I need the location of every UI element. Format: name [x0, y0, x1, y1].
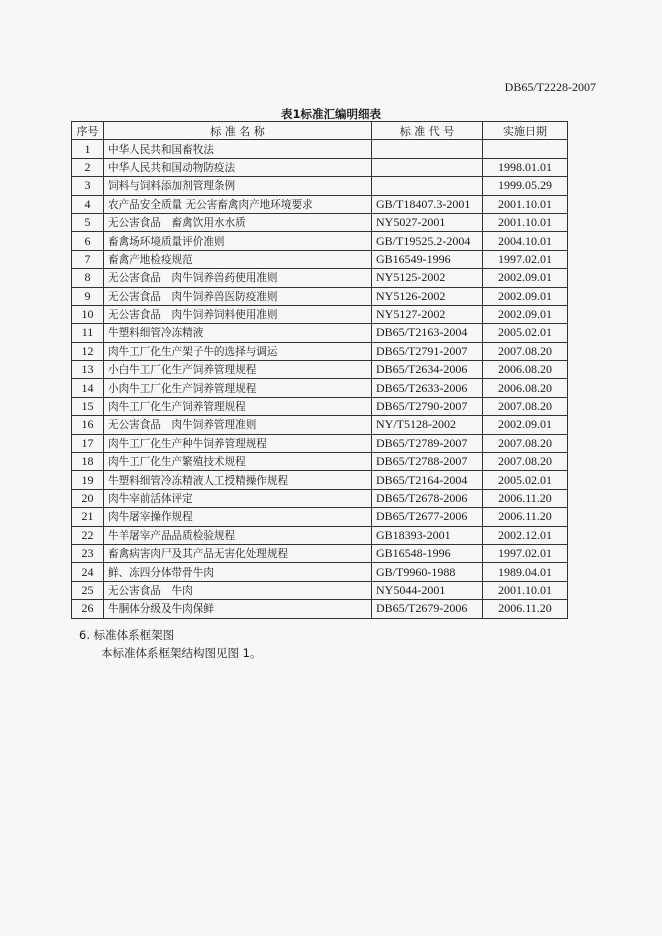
cell-name: 小肉牛工厂化生产饲养管理规程	[104, 379, 372, 397]
cell-no: 4	[72, 195, 104, 213]
cell-date: 2006.08.20	[483, 361, 568, 379]
standards-table	[71, 121, 568, 619]
cell-date: 2004.10.01	[483, 232, 568, 250]
table-row	[72, 177, 568, 195]
cell-date: 2001.10.01	[483, 581, 568, 599]
cell-no: 11	[72, 324, 104, 342]
cell-name: 中华人民共和国动物防疫法	[104, 158, 372, 176]
header-no: 序号	[72, 122, 104, 140]
cell-name: 肉牛工厂化生产架子牛的选择与调运	[104, 342, 372, 360]
cell-date: 2007.08.20	[483, 434, 568, 452]
table-row	[72, 600, 568, 618]
cell-name: 肉牛工厂化生产种牛饲养管理规程	[104, 434, 372, 452]
table-row	[72, 158, 568, 176]
cell-date	[483, 140, 568, 158]
cell-code: DB65/T2791-2007	[372, 342, 483, 360]
table-row	[72, 434, 568, 452]
table-row	[72, 361, 568, 379]
table-row	[72, 489, 568, 507]
table-row	[72, 581, 568, 599]
cell-no: 25	[72, 581, 104, 599]
cell-name: 无公害食品 肉牛饲养兽药使用准则	[104, 269, 372, 287]
table-row	[72, 416, 568, 434]
cell-code: GB16549-1996	[372, 250, 483, 268]
cell-no: 12	[72, 342, 104, 360]
cell-no: 19	[72, 471, 104, 489]
cell-date: 1997.02.01	[483, 544, 568, 562]
cell-no: 1	[72, 140, 104, 158]
cell-code: DB65/T2788-2007	[372, 453, 483, 471]
table-row	[72, 305, 568, 323]
cell-no: 8	[72, 269, 104, 287]
cell-date: 2006.11.20	[483, 508, 568, 526]
table-row	[72, 232, 568, 250]
cell-no: 5	[72, 213, 104, 231]
cell-name: 无公害食品 畜禽饮用水水质	[104, 213, 372, 231]
cell-date: 2007.08.20	[483, 342, 568, 360]
cell-name: 畜禽病害肉尸及其产品无害化处理规程	[104, 544, 372, 562]
cell-code: DB65/T2679-2006	[372, 600, 483, 618]
cell-date: 2005.02.01	[483, 324, 568, 342]
table-row	[72, 526, 568, 544]
cell-date: 2007.08.20	[483, 453, 568, 471]
cell-no: 9	[72, 287, 104, 305]
cell-date: 2002.12.01	[483, 526, 568, 544]
cell-no: 14	[72, 379, 104, 397]
cell-date: 2007.08.20	[483, 397, 568, 415]
cell-code: GB/T9960-1988	[372, 563, 483, 581]
cell-code: GB18393-2001	[372, 526, 483, 544]
cell-date: 2006.08.20	[483, 379, 568, 397]
table-row	[72, 544, 568, 562]
table-row	[72, 471, 568, 489]
cell-no: 22	[72, 526, 104, 544]
cell-date: 2002.09.01	[483, 287, 568, 305]
cell-code: GB/T19525.2-2004	[372, 232, 483, 250]
section-heading: 6. 标准体系框架图	[79, 628, 175, 642]
table-caption: 表1标准汇编明细表	[280, 107, 381, 121]
cell-date: 2002.09.01	[483, 416, 568, 434]
cell-name: 牛塑料细管冷冻精液人工授精操作规程	[104, 471, 372, 489]
cell-code: DB65/T2633-2006	[372, 379, 483, 397]
header-name: 标 准 名 称	[104, 122, 372, 140]
table-row	[72, 563, 568, 581]
cell-no: 17	[72, 434, 104, 452]
cell-date: 2002.09.01	[483, 269, 568, 287]
cell-name: 牛塑料细管冷冻精液	[104, 324, 372, 342]
cell-name: 无公害食品 肉牛饲养兽医防疫准则	[104, 287, 372, 305]
cell-name: 无公害食品 肉牛饲养饲料使用准则	[104, 305, 372, 323]
cell-no: 18	[72, 453, 104, 471]
cell-date: 1989.04.01	[483, 563, 568, 581]
cell-code: DB65/T2678-2006	[372, 489, 483, 507]
cell-name: 肉牛工厂化生产繁殖技术规程	[104, 453, 372, 471]
cell-date: 1998.01.01	[483, 158, 568, 176]
table-header	[72, 122, 568, 140]
cell-code: DB65/T2634-2006	[372, 361, 483, 379]
table-row	[72, 195, 568, 213]
cell-code: DB65/T2789-2007	[372, 434, 483, 452]
cell-no: 13	[72, 361, 104, 379]
cell-no: 16	[72, 416, 104, 434]
section-body: 本标准体系框架结构图见图 1。	[101, 646, 262, 660]
cell-code	[372, 177, 483, 195]
table-row	[72, 508, 568, 526]
document-id: DB65/T2228-2007	[504, 80, 596, 94]
header-date: 实施日期	[483, 122, 568, 140]
cell-no: 10	[72, 305, 104, 323]
cell-no: 23	[72, 544, 104, 562]
cell-date: 2006.11.20	[483, 600, 568, 618]
table-row	[72, 397, 568, 415]
cell-name: 牛羊屠宰产品品质检验规程	[104, 526, 372, 544]
table-row	[72, 342, 568, 360]
table-row	[72, 379, 568, 397]
cell-name: 畜禽产地检疫规范	[104, 250, 372, 268]
cell-code: NY5127-2002	[372, 305, 483, 323]
cell-name: 饲料与饲料添加剂管理条例	[104, 177, 372, 195]
cell-name: 无公害食品 牛肉	[104, 581, 372, 599]
table-row	[72, 287, 568, 305]
table-body	[72, 140, 568, 618]
cell-code: DB65/T2163-2004	[372, 324, 483, 342]
cell-name: 农产品安全质量 无公害畜禽肉产地环境要求	[104, 195, 372, 213]
cell-no: 21	[72, 508, 104, 526]
cell-name: 牛胴体分级及牛肉保鲜	[104, 600, 372, 618]
cell-date: 2002.09.01	[483, 305, 568, 323]
cell-no: 20	[72, 489, 104, 507]
table-row	[72, 269, 568, 287]
table-row	[72, 250, 568, 268]
table-row	[72, 453, 568, 471]
cell-name: 小白牛工厂化生产饲养管理规程	[104, 361, 372, 379]
cell-date: 2001.10.01	[483, 213, 568, 231]
cell-no: 2	[72, 158, 104, 176]
cell-name: 肉牛屠宰操作规程	[104, 508, 372, 526]
cell-code: NY5044-2001	[372, 581, 483, 599]
cell-code: NY5027-2001	[372, 213, 483, 231]
cell-date: 1997.02.01	[483, 250, 568, 268]
cell-date: 2001.10.01	[483, 195, 568, 213]
cell-code	[372, 158, 483, 176]
cell-no: 7	[72, 250, 104, 268]
header-code: 标 准 代 号	[372, 122, 483, 140]
cell-name: 无公害食品 肉牛饲养管理准则	[104, 416, 372, 434]
cell-no: 3	[72, 177, 104, 195]
cell-date: 2006.11.20	[483, 489, 568, 507]
cell-no: 24	[72, 563, 104, 581]
table-row	[72, 140, 568, 158]
header-row	[72, 122, 568, 140]
cell-code: NY5126-2002	[372, 287, 483, 305]
cell-no: 6	[72, 232, 104, 250]
cell-name: 肉牛宰前活体评定	[104, 489, 372, 507]
cell-date: 1999.05.29	[483, 177, 568, 195]
cell-date: 2005.02.01	[483, 471, 568, 489]
cell-code: DB65/T2164-2004	[372, 471, 483, 489]
cell-code	[372, 140, 483, 158]
cell-code: DB65/T2790-2007	[372, 397, 483, 415]
table-row	[72, 213, 568, 231]
cell-name: 畜禽场环境质量评价准则	[104, 232, 372, 250]
cell-code: DB65/T2677-2006	[372, 508, 483, 526]
cell-code: GB16548-1996	[372, 544, 483, 562]
cell-name: 肉牛工厂化生产饲养管理规程	[104, 397, 372, 415]
cell-no: 15	[72, 397, 104, 415]
cell-name: 中华人民共和国畜牧法	[104, 140, 372, 158]
cell-code: NY/T5128-2002	[372, 416, 483, 434]
cell-code: GB/T18407.3-2001	[372, 195, 483, 213]
cell-no: 26	[72, 600, 104, 618]
table-row	[72, 324, 568, 342]
cell-code: NY5125-2002	[372, 269, 483, 287]
cell-name: 鲜、冻四分体带骨牛肉	[104, 563, 372, 581]
